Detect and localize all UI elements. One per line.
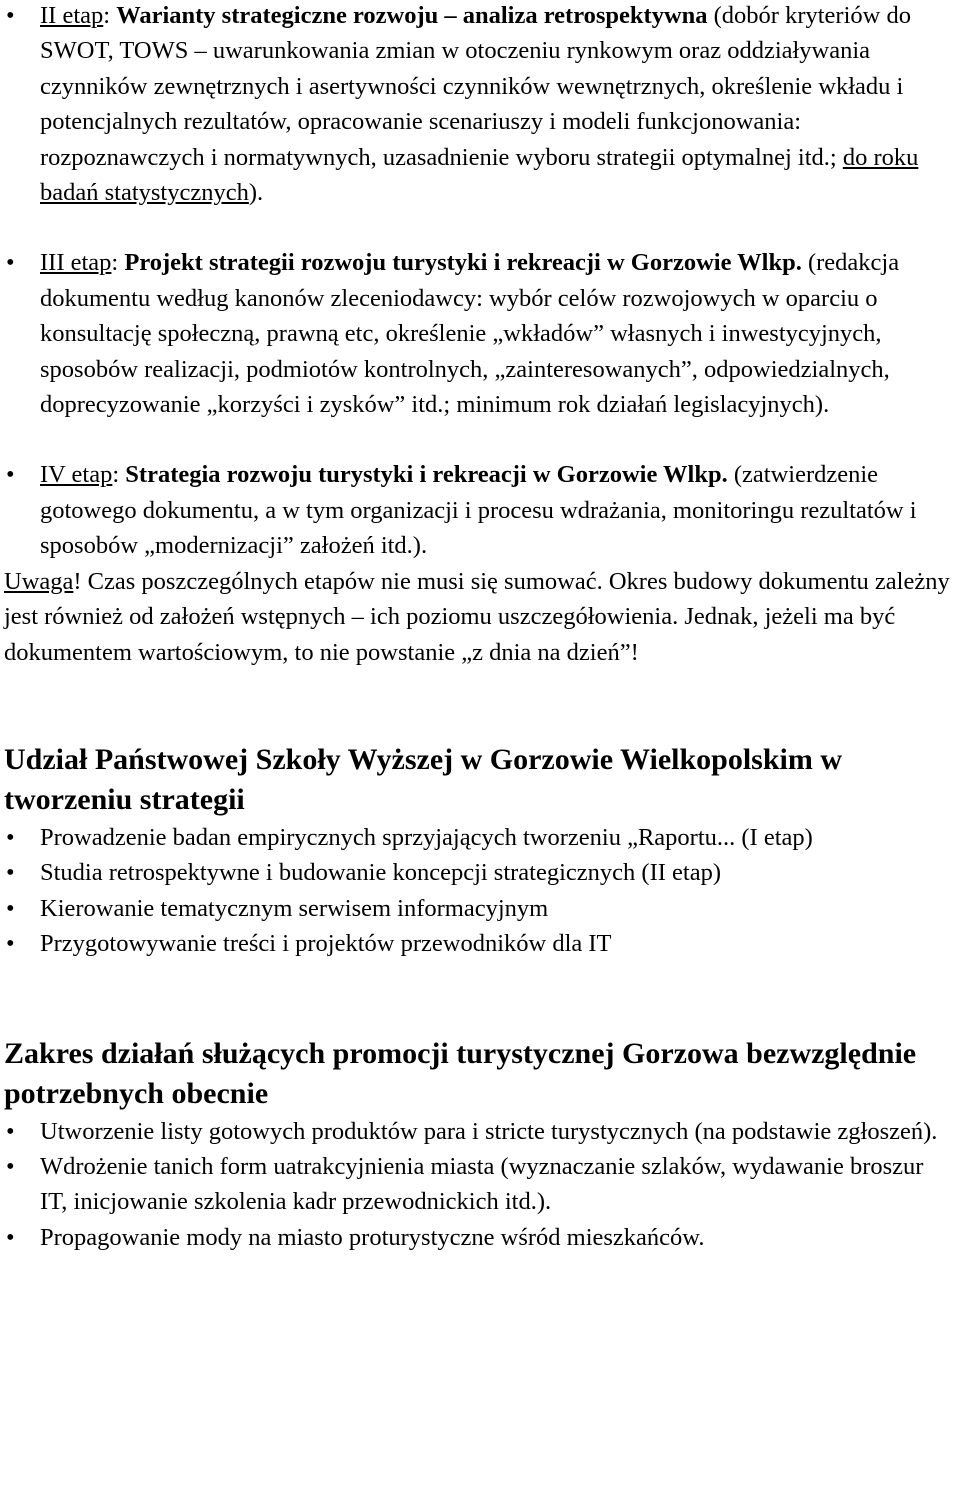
list-item [0,457,960,563]
stage-separator: : [111,249,125,277]
stage-description: (dobór kryteriów do SWOT, TOWS – uwarunkowania zmian w otoczeniu rynkowym oraz oddziaływania czynników zewnętrznych i asertywności czynników wewnętrznych, określenie wkładu i potencjalnych rezultatów, opracowanie scenariuszy i modeli funkcjonowania: rozpoznawczych i normatywnych, uzasadnienie wyboru strategii optymalnej itd.; [40,2,911,171]
list-item [0,0,960,210]
stage-label: III etap [40,249,112,277]
psw-tasks-list [0,820,960,962]
list-item [0,1149,960,1220]
stage-separator: : [103,2,117,29]
bullet-icon: • [6,249,15,277]
stage-description-end: ). [248,179,264,207]
stage-description: (redakcja dokumentu według kanonów zleceniodawcy: wybór celów rozwojowych w oparciu o konsultację społeczną, prawną etc, określenie „wkładów” własnych i inwestycyjnych, sposobów realizacji, podmiotów kontrolnych, „zainteresowanych”, odpowiedzialnych, doprecyzowanie „korzyści i zysków” itd.; minimum rok działań legislacyjnych). [40,249,900,419]
section-heading-psw: Udział Państwowej Szkoły Wyższej w Gorzowie Wielkopolskim w tworzeniu strategii [4,742,843,816]
list-item-text: Propagowanie mody na miasto proturystyczne wśród mieszkańców. [40,1223,705,1251]
note-text: ! Czas poszczególnych etapów nie musi się sumować. Okres budowy dokumentu zależny jest również od założeń wstępnych – ich poziomu uszczegółowienia. Jednak, jeżeli ma być dokumentem wartościowym, to nie powstanie „z dnia na dzień”! [4,567,950,666]
bullet-icon: • [6,1223,15,1251]
bullet-icon: • [6,930,15,958]
list-item [0,926,960,961]
note-label: Uwaga [4,567,74,595]
list-item-text: Wdrożenie tanich form uatrakcyjnienia miasta (wyznaczanie szlaków, wydawanie broszur IT, inicjowanie szkolenia kadr przewodnickich itd.). [40,1152,924,1216]
list-item-text: Studia retrospektywne i budowanie koncepcji strategicznych (II etap) [40,859,721,887]
list-item [0,820,960,855]
list-item [0,1114,960,1149]
stage-title: Warianty strategiczne rozwoju – analiza retrospektywna [116,2,708,29]
bullet-icon: • [6,461,15,489]
bullet-icon: • [6,1117,15,1145]
section-heading-promotion: Zakres działań służących promocji turystycznej Gorzowa bezwzględnie potrzebnych obecnie [4,1036,917,1110]
list-item-text: Przygotowywanie treści i projektów przewodników dla IT [40,930,612,958]
bullet-icon: • [6,859,15,887]
stages-list [0,0,960,564]
bullet-icon: • [6,1152,15,1180]
list-item-text: Utworzenie listy gotowych produktów para i stricte turystycznych (na podstawie zgłoszeń). [40,1117,938,1145]
bullet-icon: • [6,894,15,922]
promotion-actions-list [0,1114,960,1256]
list-item [0,855,960,890]
bullet-icon: • [6,2,15,29]
note-paragraph [0,564,960,670]
stage-description: (zatwierdzenie gotowego dokumentu, a w tym organizacji i procesu wdrażania, monitoringu rezultatów i sposobów „modernizacji” założeń itd.). [40,461,917,560]
list-item [0,891,960,926]
bullet-icon: • [6,823,15,851]
stage-label: II etap [40,2,104,29]
underlined-phrase: do roku badań statystycznych [40,143,919,207]
list-item-text: Kierowanie tematycznym serwisem informacyjnym [40,894,549,922]
stage-label: IV etap [40,461,113,489]
list-item-text: Prowadzenie badan empirycznych sprzyjających tworzeniu „Raportu... (I etap) [40,823,813,851]
stage-title: Projekt strategii rozwoju turystyki i rekreacji w Gorzowie Wlkp. [124,249,802,277]
stage-separator: : [112,461,126,489]
list-item [0,1220,960,1255]
list-item [0,245,960,422]
stage-title: Strategia rozwoju turystyki i rekreacji w Gorzowie Wlkp. [125,461,728,489]
